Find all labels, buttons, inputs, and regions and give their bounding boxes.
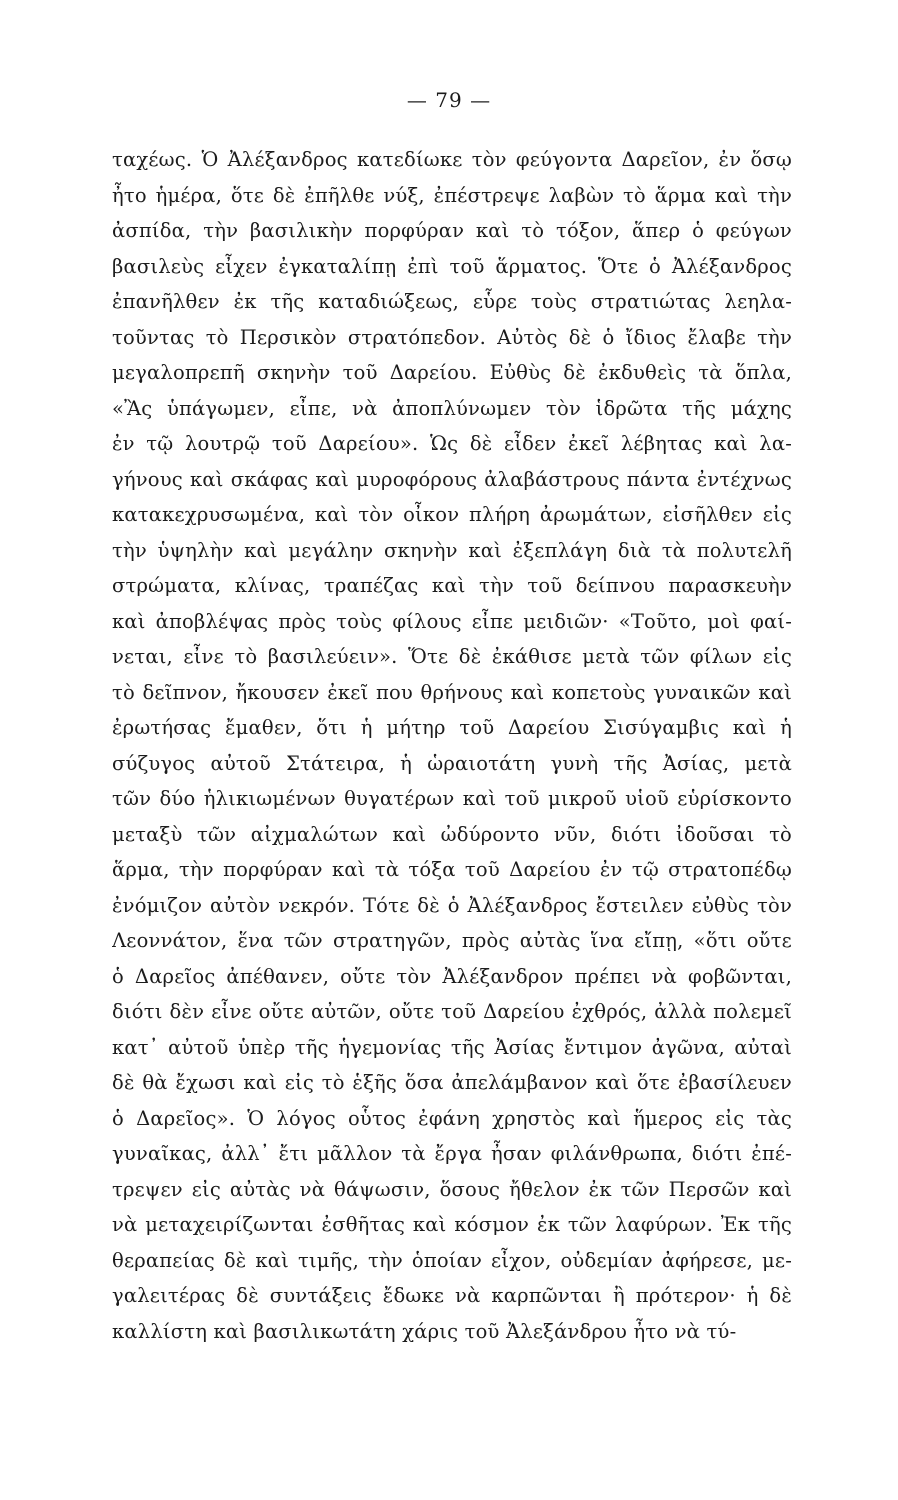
body-text: [112, 142, 792, 1349]
text-line: τὴν ὑψηλὴν καὶ μεγάλην σκηνὴν καὶ ἐξεπλάγη διὰ τὰ πολυτελῆ: [112, 538, 792, 562]
text-line: ἐπανῆλθεν ἐκ τῆς καταδιώξεως, εὗρε τοὺς στρατιώτας λεηλα-: [112, 290, 792, 313]
text-line: ἦτο ἡμέρα, ὅτε δὲ ἐπῆλθε νύξ, ἐπέστρεψε λαβὼν τὸ ἅρμα καὶ τὴν: [112, 183, 792, 207]
text-line: ἐρωτήσας ἔμαθεν, ὅτι ἡ μήτηρ τοῦ Δαρείου Σισύγαμβις καὶ ἡ: [112, 716, 792, 739]
text-line: «Ἂς ὑπάγωμεν, εἶπε, νὰ ἀποπλύνωμεν τὸν ἱδρῶτα τῆς μάχης: [112, 396, 792, 420]
text-line: μεγαλοπρεπῆ σκηνὴν τοῦ Δαρείου. Εὐθὺς δὲ ἐκδυθεὶς τὰ ὅπλα,: [112, 361, 792, 384]
text-line: βασιλεὺς εἶχεν ἐγκαταλίπῃ ἐπὶ τοῦ ἅρματος. Ὅτε ὁ Ἀλέξανδρος: [112, 254, 792, 278]
text-line: διότι δὲν εἶνε οὔτε αὐτῶν, οὔτε τοῦ Δαρείου ἐχθρός, ἀλλὰ πολεμεῖ: [112, 1000, 792, 1023]
text-line: γαλειτέρας δὲ συντάξεις ἔδωκε νὰ καρπῶνται ἢ πρότερον· ἡ δὲ: [112, 1284, 792, 1307]
text-line: ἀσπίδα, τὴν βασιλικὴν πορφύραν καὶ τὸ τόξον, ἅπερ ὁ φεύγων: [112, 219, 792, 242]
text-line: ἐν τῷ λουτρῷ τοῦ Δαρείου». Ὡς δὲ εἶδεν ἐκεῖ λέβητας καὶ λα-: [112, 432, 792, 455]
text-line: τοῦντας τὸ Περσικὸν στρατόπεδον. Αὐτὸς δὲ ὁ ἴδιος ἔλαβε τὴν: [112, 325, 792, 349]
text-line: κατ᾽ αὐτοῦ ὑπὲρ τῆς ἡγεμονίας τῆς Ἀσίας ἔντιμον ἀγῶνα, αὐταὶ: [112, 1035, 792, 1059]
text-line: Λεοννάτον, ἕνα τῶν στρατηγῶν, πρὸς αὐτὰς ἵνα εἴπῃ, «ὅτι οὔτε: [112, 929, 792, 952]
text-line: μεταξὺ τῶν αἰχμαλώτων καὶ ὠδύροντο νῦν, διότι ἰδοῦσαι τὸ: [112, 822, 792, 846]
text-line: τρεψεν εἰς αὐτὰς νὰ θάψωσιν, ὅσους ἤθελον ἐκ τῶν Περσῶν καὶ: [112, 1177, 792, 1201]
text-line: ἅρμα, τὴν πορφύραν καὶ τὰ τόξα τοῦ Δαρείου ἐν τῷ στρατοπέδῳ: [112, 858, 792, 881]
text-line: νὰ μεταχειρίζωνται ἐσθῆτας καὶ κόσμον ἐκ τῶν λαφύρων. Ἐκ τῆς: [112, 1213, 792, 1236]
text-line: θεραπείας δὲ καὶ τιμῆς, τὴν ὁποίαν εἶχον, οὐδεμίαν ἀφήρεσε, με-: [112, 1248, 792, 1272]
text-line: σύζυγος αὐτοῦ Στάτειρα, ἡ ὡραιοτάτη γυνὴ τῆς Ἀσίας, μετὰ: [112, 751, 792, 775]
text-line: νεται, εἶνε τὸ βασιλεύειν». Ὅτε δὲ ἐκάθισε μετὰ τῶν φίλων εἰς: [112, 645, 792, 668]
text-line: ὁ Δαρεῖος». Ὁ λόγος οὗτος ἐφάνη χρηστὸς καὶ ἥμερος εἰς τὰς: [112, 1106, 792, 1130]
text-line: στρώματα, κλίνας, τραπέζας καὶ τὴν τοῦ δείπνου παρασκευὴν: [112, 574, 792, 597]
text-line: τὸ δεῖπνον, ἤκουσεν ἐκεῖ που θρήνους καὶ κοπετοὺς γυναικῶν καὶ: [112, 680, 792, 704]
text-line: γυναῖκας, ἀλλ᾽ ἔτι μᾶλλον τὰ ἔργα ἦσαν φιλάνθρωπα, διότι ἐπέ-: [112, 1142, 792, 1165]
text-line: ὁ Δαρεῖος ἀπέθανεν, οὔτε τὸν Ἀλέξανδρον πρέπει νὰ φοβῶνται,: [112, 964, 792, 988]
text-line: ἐνόμιζον αὐτὸν νεκρόν. Τότε δὲ ὁ Ἀλέξανδρος ἔστειλεν εὐθὺς τὸν: [112, 893, 792, 917]
text-line: δὲ θὰ ἔχωσι καὶ εἰς τὸ ἑξῆς ὅσα ἀπελάμβανον καὶ ὅτε ἐβασίλευεν: [112, 1071, 792, 1094]
text-line: καὶ ἀποβλέψας πρὸς τοὺς φίλους εἶπε μειδιῶν· «Τοῦτο, μοὶ φαί-: [112, 609, 792, 633]
text-line: γήνους καὶ σκάφας καὶ μυροφόρους ἀλαβάστρους πάντα ἐντέχνως: [112, 467, 792, 491]
text-line: ταχέως. Ὁ Ἀλέξανδρος κατεδίωκε τὸν φεύγοντα Δαρεῖον, ἐν ὅσῳ: [112, 148, 792, 171]
text-line: καλλίστη καὶ βασιλικωτάτη χάρις τοῦ Ἀλεξάνδρου ἦτο νὰ τύ-: [112, 1319, 737, 1343]
text-line: κατακεχρυσωμένα, καὶ τὸν οἶκον πλήρη ἀρωμάτων, εἰσῆλθεν εἰς: [112, 503, 792, 526]
page-number: — 79 —: [406, 88, 492, 112]
text-line: τῶν δύο ἡλικιωμένων θυγατέρων καὶ τοῦ μικροῦ υἱοῦ εὑρίσκοντο: [112, 787, 792, 810]
